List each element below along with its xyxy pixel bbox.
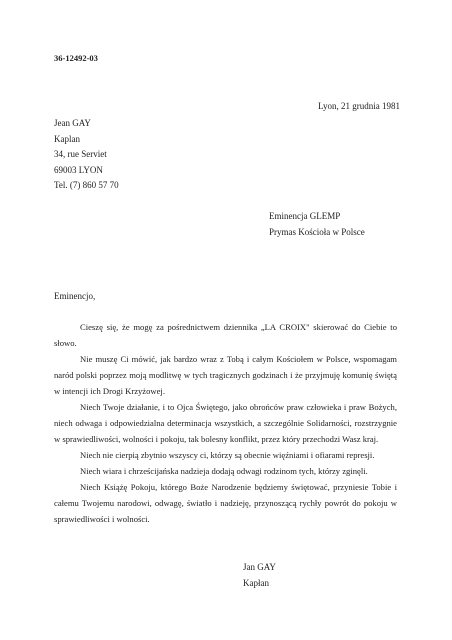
sender-name: Jean GAY — [54, 118, 91, 128]
letter-body — [54, 319, 397, 527]
body-paragraph: Niech Twoje działanie, i to Ojca Świętego, jako obrońców praw człowieka i praw Bożych, niech odwaga i odpowiedzialna determinacja wszystkich, a szczególnie Solidarności, rozstrzygnie w sprawiedliwości, wolności i pokoju, tak bolesny konflikt, przez który przechodzi Wasz kraj. — [54, 402, 397, 444]
signature-block — [243, 560, 276, 591]
recipient-name: Eminencja GLEMP — [269, 211, 341, 221]
sender-city: 69003 LYON — [54, 164, 103, 175]
sender-title: Kaplan — [54, 133, 80, 144]
signature-title: Kapłan — [243, 577, 269, 588]
signature-name: Jan GAY — [243, 562, 276, 572]
sender-phone: Tel. (7) 860 57 70 — [54, 180, 119, 191]
recipient-title: Prymas Kościoła w Polsce — [269, 226, 365, 237]
recipient-address — [269, 209, 365, 240]
body-paragraph: Cieszę się, że mogę za pośrednictwem dziennika „LA CROIX" skierować do Ciebie to słowo. — [54, 322, 397, 348]
body-paragraph: Niech nie cierpią zbytnio wszyscy ci, którzy są obecnie więźniami i ofiarami represji. — [80, 450, 375, 460]
sender-street: 34, rue Serviet — [54, 149, 107, 160]
sender-address — [54, 116, 119, 194]
body-paragraph: Niech wiara i chrześcijańska nadzieja dodają odwagi rodzinom tych, którzy zginęli. — [80, 466, 368, 476]
body-paragraph: Niech Książę Pokoju, którego Boże Narodzenie będziemy świętować, przyniesie Tobie i całemu Twojemu narodowi, odwagę, światło i nadzieję, przynoszącą rychły powrót do pokoju w sprawiedliwości i wolności. — [54, 482, 397, 524]
body-paragraph: Nie muszę Ci mówić, jak bardzo wraz z Tobą i całym Kościołem w Polsce, wspomagam naród polski poprzez moją modlitwę w tych tragicznych godzinach i że przyjmuję komunię świętą w intencji ich Drogi Krzyżowej. — [54, 354, 397, 396]
place-and-date: Lyon, 21 grudnia 1981 — [318, 101, 400, 111]
reference-number: 36-12492-03 — [54, 53, 98, 63]
salutation: Eminencjo, — [54, 291, 96, 301]
